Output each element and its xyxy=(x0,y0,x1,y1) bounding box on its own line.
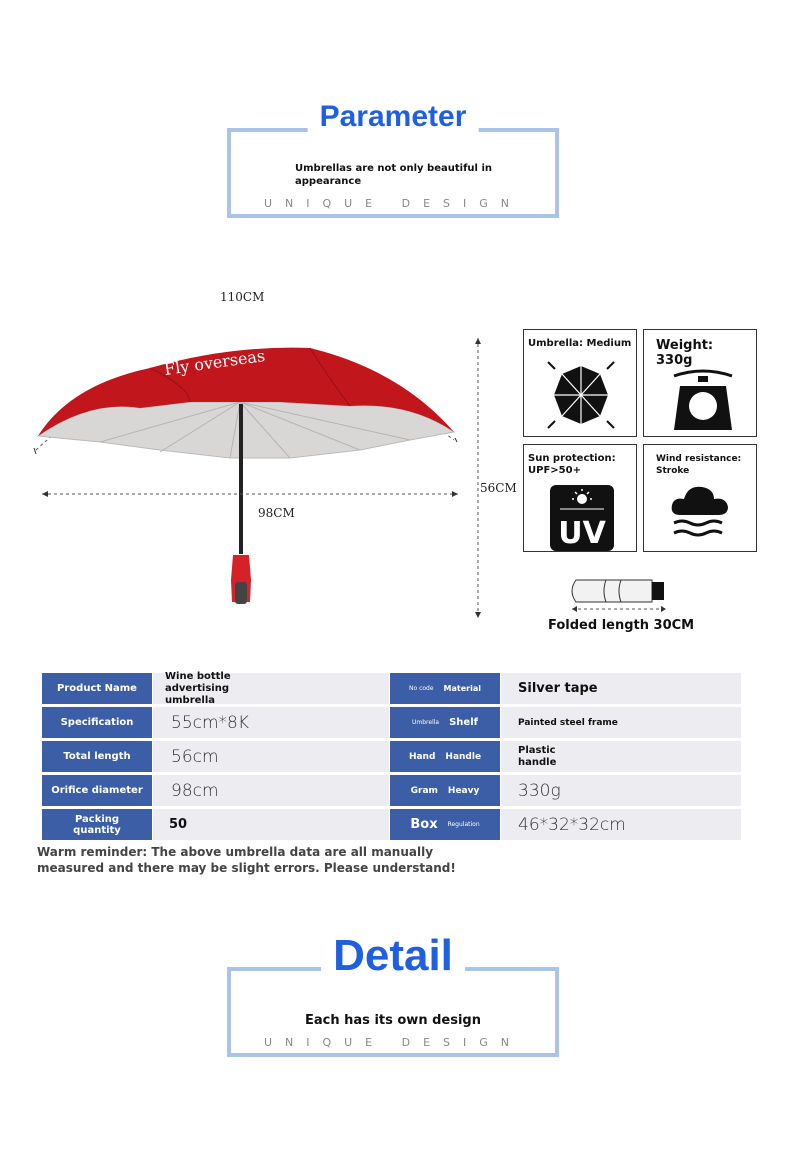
spec-key-2 xyxy=(390,707,500,738)
uv-icon xyxy=(550,485,614,551)
folded-umbrella-icon xyxy=(566,576,676,616)
spec-key: Product Name xyxy=(42,673,152,704)
spec-key-2a: Gram xyxy=(410,785,438,796)
card-sun-protection-label: Sun protection: UPF>50+ xyxy=(528,453,616,476)
table-row xyxy=(42,741,742,774)
table-row xyxy=(42,707,742,740)
spec-key: Packing quantity xyxy=(42,809,152,840)
folded-length-label: Folded length 30CM xyxy=(548,618,695,633)
uv-icon-text: UV xyxy=(558,516,606,551)
width-bottom-label: 98CM xyxy=(258,506,295,520)
table-row xyxy=(42,775,742,808)
card-wind-resistance-label: Wind resistance: Stroke xyxy=(656,454,742,476)
spec-key-2b: Handle xyxy=(445,751,482,762)
height-label: 56CM xyxy=(480,481,517,495)
card-wind-resistance xyxy=(643,444,757,552)
spec-key-2b: Heavy xyxy=(447,785,480,796)
detail-section-frame xyxy=(227,931,559,1057)
warm-reminder-note: Warm reminder: The above umbrella data are all manually measured and there may be slight errors. Please understand! xyxy=(37,845,456,875)
spec-key: Total length xyxy=(42,741,152,772)
spec-key: Orifice diameter xyxy=(42,775,152,806)
detail-footer: UNIQUE DESIGN xyxy=(263,1036,523,1049)
canopy-brand-text: Fly overseas xyxy=(162,346,267,379)
table-row xyxy=(42,670,742,706)
spec-value: 98cm xyxy=(153,775,389,806)
card-umbrella-size-label: Umbrella: Medium xyxy=(528,338,632,349)
spec-value: 56cm xyxy=(153,741,389,772)
spec-key-2 xyxy=(390,809,500,840)
card-weight-label: Weight: 330g xyxy=(656,338,714,368)
spec-key-2 xyxy=(390,673,500,704)
spec-key-2a: Box xyxy=(410,817,438,832)
spec-key-2a: Umbrella xyxy=(412,719,440,726)
parameter-section-frame xyxy=(227,100,559,218)
spec-value-2: 330g xyxy=(501,775,741,806)
spec-key-2b: Regulation xyxy=(447,821,480,828)
width-top-label: 110CM xyxy=(220,290,265,304)
spec-value: 50 xyxy=(153,809,389,840)
spec-key-2a: Hand xyxy=(408,751,436,762)
card-weight xyxy=(643,329,757,437)
table-row xyxy=(42,809,742,842)
detail-subtitle: Each has its own design xyxy=(305,1013,481,1028)
spec-value-2 xyxy=(501,741,741,772)
parameter-footer: UNIQUE DESIGN xyxy=(263,197,523,210)
spec-value-2: 46*32*32cm xyxy=(501,809,741,840)
spec-value-2: Painted steel frame xyxy=(501,707,741,738)
detail-title: Detail xyxy=(321,931,465,981)
parameter-subtitle: Umbrellas are not only beautiful in appearance xyxy=(295,163,493,187)
umbrella-diagram xyxy=(30,290,500,620)
spec-key-2a: No code xyxy=(409,685,434,692)
spec-value-2-text: Plastic handle xyxy=(518,744,557,768)
spec-value xyxy=(153,670,389,706)
spec-key-2b: Shelf xyxy=(449,717,478,728)
parameter-title: Parameter xyxy=(308,100,479,134)
spec-value: 55cm*8K xyxy=(153,707,389,738)
wind-cloud-icon xyxy=(668,481,732,545)
spec-value-text: Wine bottle advertising umbrella xyxy=(165,670,231,706)
spec-key-2b: Material xyxy=(443,684,481,693)
spec-key-2 xyxy=(390,775,500,806)
spec-value-2: Silver tape xyxy=(501,673,741,704)
card-sun-protection xyxy=(523,444,637,552)
umbrella-top-icon xyxy=(546,360,616,430)
card-umbrella-size xyxy=(523,329,637,437)
scale-icon xyxy=(668,364,738,434)
spec-key-2 xyxy=(390,741,500,772)
umbrella-shaft xyxy=(239,404,243,554)
canopy-underside xyxy=(38,402,454,458)
spec-key: Specification xyxy=(42,707,152,738)
